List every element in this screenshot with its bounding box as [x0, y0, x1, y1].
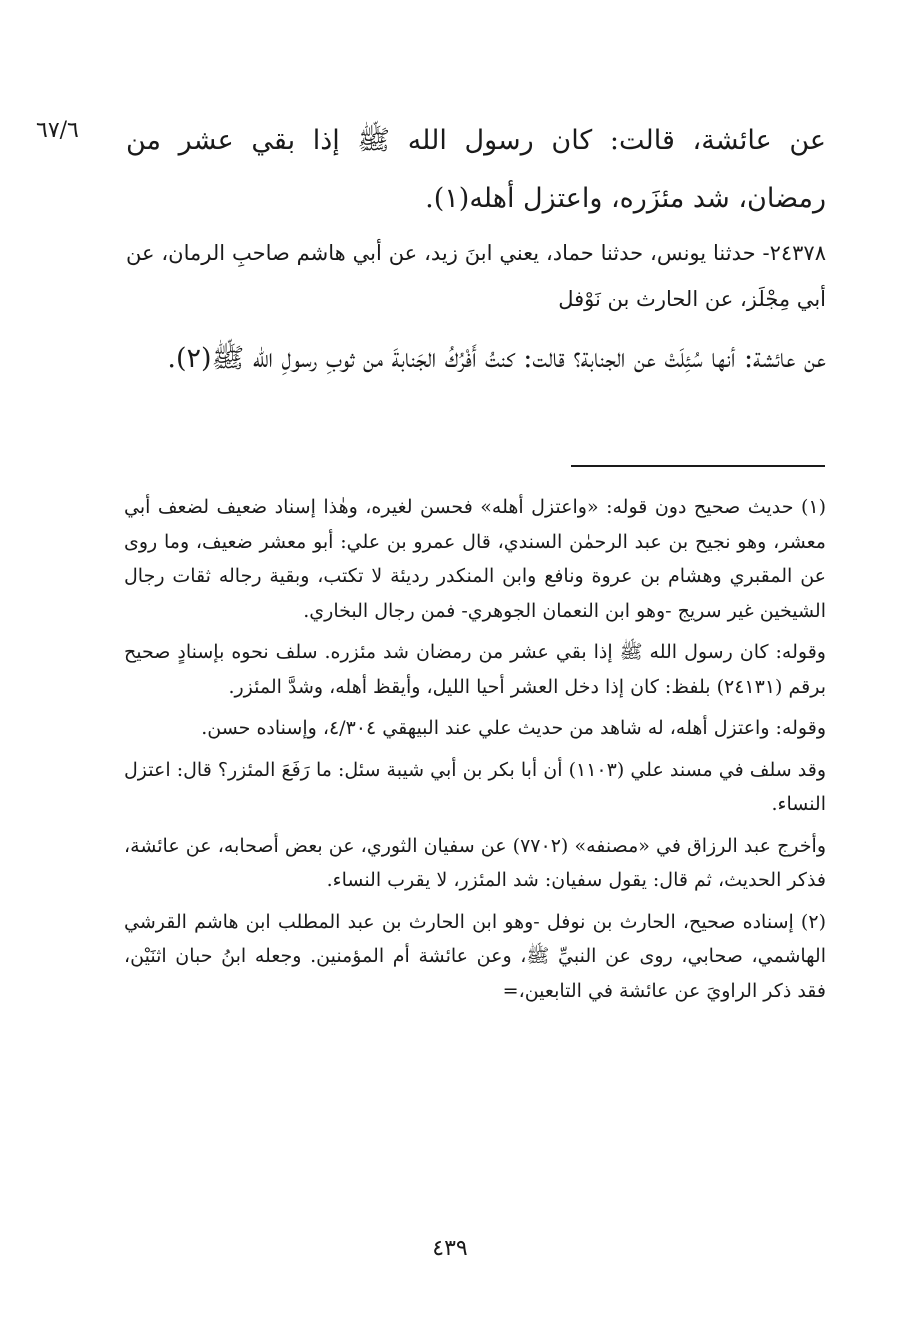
footnote-paragraph: (١) حديث صحيح دون قوله: «واعتزل أهله» فحسن لغيره، وهٰذا إسناد ضعيف لضعف أبي معشر، وهو نجيح بن عبد الرحمٰن السندي، قال عمرو بن علي: أبو معشر ضعيف، وما روى عن المقبري وهشام بن عروة ونافع وابن المنكدر رديئة لا تكتب، وبقية رجاله ثقات رجال الشيخين غير سريج -وهو ابن النعمان الجوهري- فمن رجال البخاري. — [124, 496, 826, 622]
footnote-paragraph: وقوله: واعتزل أهله، له شاهد من حديث علي عند البيهقي ٤/٣٠٤، وإسناده حسن. — [201, 717, 826, 739]
page-number: ٤٣٩ — [432, 1236, 468, 1261]
footnote-paragraph: (٢) إسناده صحيح، الحارث بن نوفل -وهو ابن الحارث بن عبد المطلب ابن هاشم القرشي الهاشمي، صحابي، روى عن النبيِّ ﷺ، وعن عائشة أم المؤمنين. وجعله ابنُ حبان اثنَيْن، فقد ذكر الراويَ عن عائشة في التابعين،= — [124, 910, 826, 1002]
footnotes-section — [124, 490, 826, 1015]
footnote-paragraph: وقوله: كان رسول الله ﷺ إذا بقي عشر من رمضان شد مئزره. سلف نحوه بإسنادٍ صحيح برقم (٢٤١٣١) بلفظ: كان إذا دخل العشر أحيا الليل، وأيقظ أهله، وشدَّ المئزر. — [124, 641, 826, 698]
footnote-separator — [571, 465, 825, 467]
volume-page-reference: ٦٧/٦ — [36, 118, 79, 143]
hadith-matn: عن عائشة: أنها سُئِلَتْ عن الجنابة؟ قالت: كنتُ أَفْرُكُ الجَنابةَ من ثوبِ رسولِ الله ﷺ(٢). — [167, 343, 826, 374]
hadith-isnad: ٢٤٣٧٨- حدثنا يونس، حدثنا حماد، يعني ابنَ زيد، عن أبي هاشم صاحبِ الرمان، عن أبي مِجْلَز، عن الحارث بن نَوْفل — [126, 241, 826, 311]
previous-hadith-text: عن عائشة، قالت: كان رسول الله ﷺ إذا بقي عشر من رمضان، شد مئزَره، واعتزل أهله(١). — [126, 125, 826, 214]
footnote-paragraph: وقد سلف في مسند علي (١١٠٣) أن أبا بكر بن أبي شيبة سئل: ما رَفَعَ المئزر؟ قال: اعتزل النساء. — [124, 758, 826, 815]
footnote-paragraph: وأخرج عبد الرزاق في «مصنفه» (٧٧٠٢) عن سفيان الثوري، عن بعض أصحابه، عن عائشة، فذكر الحديث، ثم قال: يقول سفيان: شد المئزر، لا يقرب النساء. — [124, 834, 827, 891]
